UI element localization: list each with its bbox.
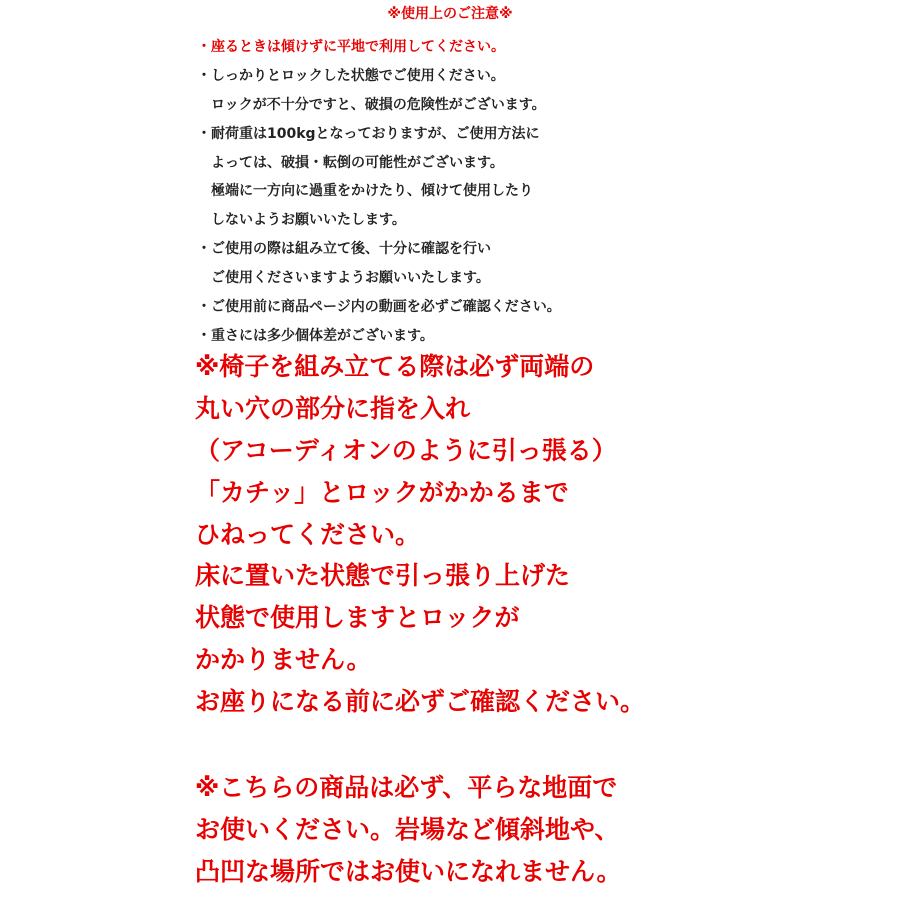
warning-line: （アコーディオンのように引っ張る）: [195, 435, 617, 465]
warning-line: ※椅子を組み立てる際は必ず両端の: [195, 352, 595, 381]
note-line: ・しっかりとロックした状態でご使用ください。: [197, 67, 505, 84]
note-line: しないようお願いいたします。: [211, 212, 406, 229]
ground-warning: [195, 767, 895, 893]
notice-title: ※使用上のご注意※: [387, 6, 513, 22]
note-line: ロックが不十分ですと、破損の危険性がございます。: [211, 96, 546, 113]
note-line: ・重さには多少個体差がございます。: [197, 327, 434, 344]
warning-line: 丸い穴の部分に指を入れ: [195, 393, 471, 423]
warning-line: 凸凹な場所ではお使いになれません。: [195, 856, 622, 886]
warning-line: ※こちらの商品は必ず、平らな地面で: [195, 773, 618, 802]
warning-line: 床に置いた状態で引っ張り上げた: [195, 561, 571, 591]
warning-line: 状態で使用しますとロックが: [195, 603, 520, 633]
note-line: ・ご使用前に商品ページ内の動画を必ずご確認ください。: [197, 299, 561, 316]
warning-line: ひねってください。: [195, 519, 421, 549]
note-line: 極端に一方向に過重をかけたり、傾けて使用したり: [211, 183, 533, 200]
warning-line: お座りになる前に必ずご確認ください。: [195, 687, 646, 717]
note-line: ・耐荷重は100kgとなっておりますが、ご使用方法に: [197, 125, 540, 142]
note-line: ご使用くださいますようお願いいたします。: [211, 270, 490, 287]
note-line: よっては、破損・転倒の可能性がございます。: [211, 154, 504, 171]
warning-line: かかりません。: [195, 645, 372, 675]
warning-line: お使いください。岩場など傾斜地や、: [195, 814, 620, 844]
warning-line: 「カチッ」とロックがかかるまで: [195, 477, 569, 507]
usage-notes: [197, 33, 877, 351]
note-line: ・座るときは傾けずに平地で利用してください。: [197, 39, 505, 55]
assembly-warning: [195, 346, 895, 723]
note-line: ・ご使用の際は組み立て後、十分に確認を行い: [197, 241, 491, 258]
